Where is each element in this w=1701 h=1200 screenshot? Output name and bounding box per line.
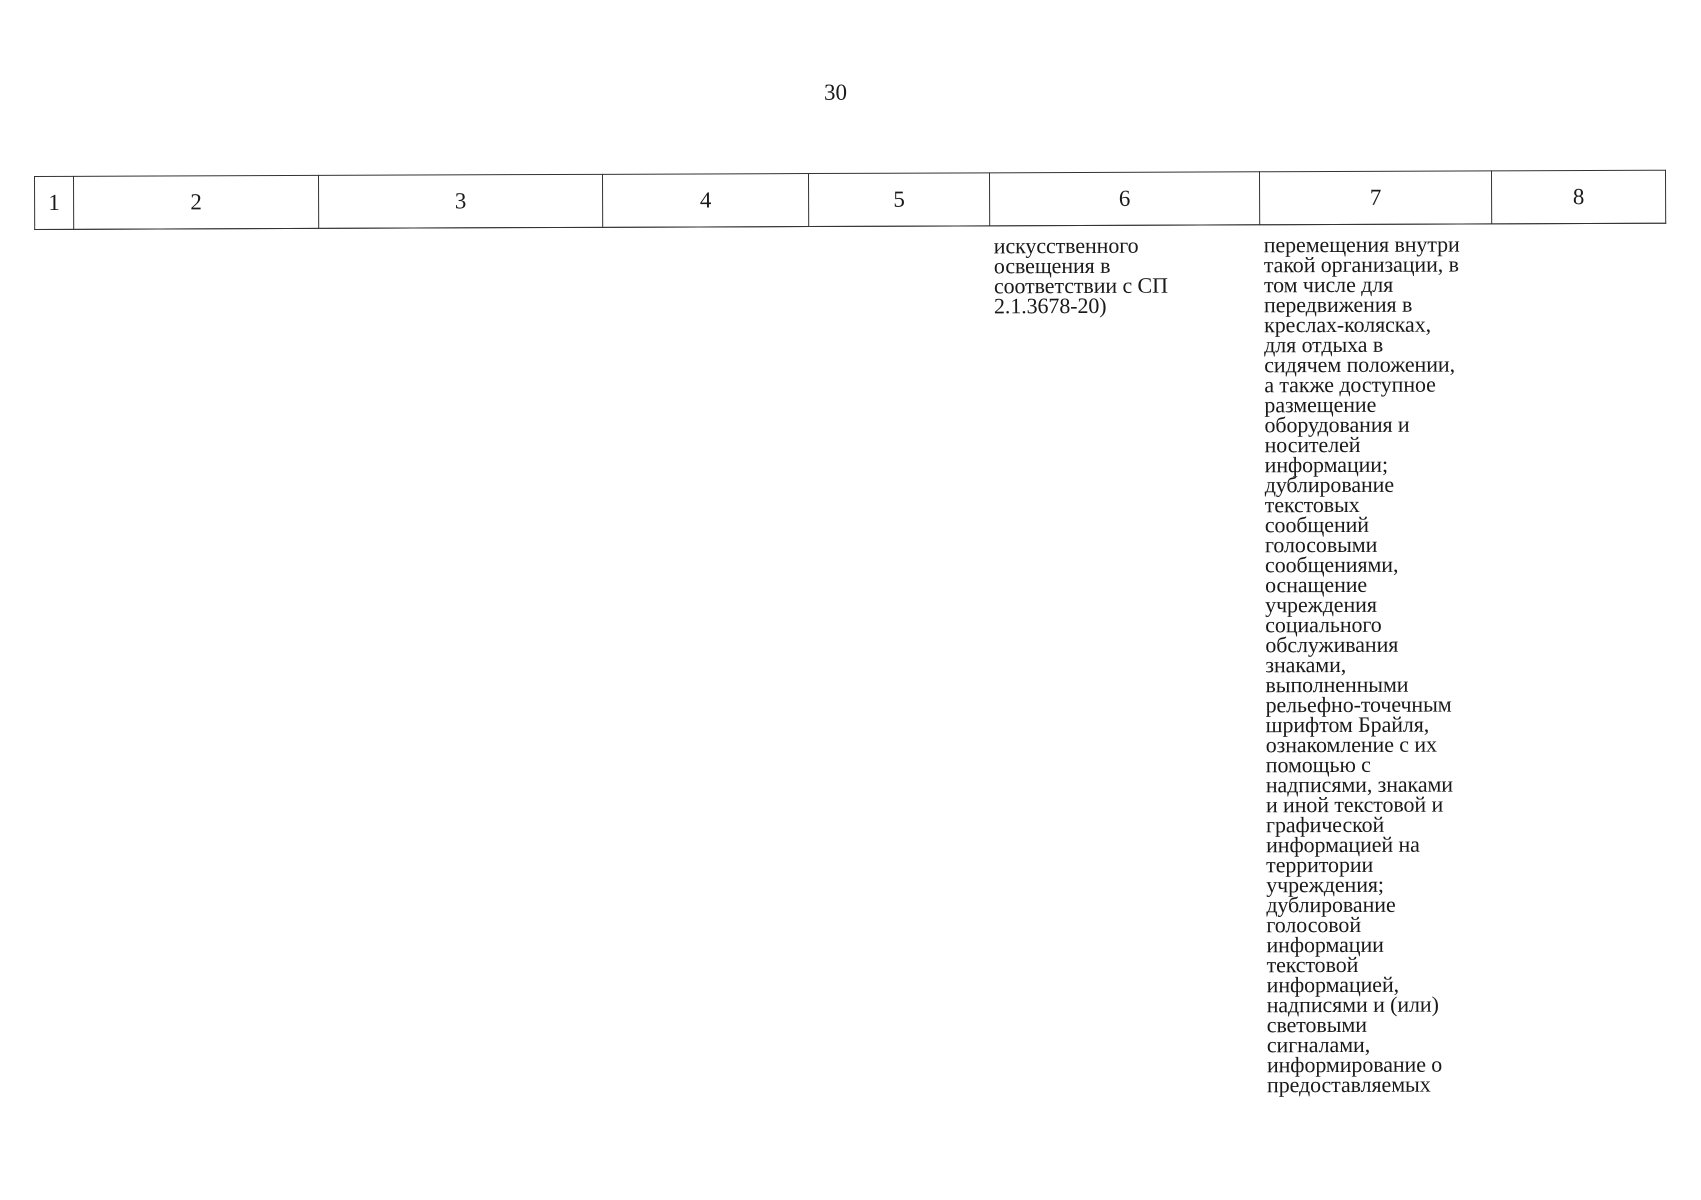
cell-text-col-6: искусственного освещения в соответствии с СП 2.1.3678-20) (993, 232, 1168, 319)
cell-col-7 (1260, 224, 1495, 1098)
table-container (34, 170, 1669, 1100)
cell-col-8 (1492, 223, 1669, 1094)
page-number: 30 (824, 80, 847, 105)
table-header-row (35, 170, 1666, 229)
column-header-5: 5 (808, 173, 989, 227)
cell-col-3 (319, 227, 606, 1099)
column-header-3: 3 (318, 174, 602, 228)
data-table (34, 170, 1670, 1100)
column-header-2: 2 (74, 175, 319, 229)
cell-col-4 (603, 227, 812, 1098)
column-header-6: 6 (989, 172, 1259, 226)
cell-col-2 (74, 228, 322, 1099)
cell-col-6 (990, 225, 1263, 1097)
column-header-8: 8 (1491, 170, 1665, 224)
column-header-7: 7 (1259, 171, 1491, 225)
cell-text-col-7: перемещения внутри такой организации, в том числе для передвижения в креслах-колясках, для отдыха в сидячем положении, а также доступное размещение оборудования и носителей информации; дублирование текстовых сообщений голосовыми сообщениями, оснащение учреждения социального обслуживания знаками, выполненными рельефно-точечным шрифтом Брайля, ознакомление с их помощью с надписями, знаками и иной текстовой и графической информацией на территории учреждения; дублирование голосовой информации текстовой информацией, надписями и (или) световыми сигналами, информирование о предоставляемых (1263, 231, 1460, 1098)
cell-col-1 (35, 229, 77, 1100)
column-header-1: 1 (35, 176, 74, 229)
table-row (35, 223, 1669, 1100)
column-header-4: 4 (602, 174, 808, 228)
cell-col-5 (809, 226, 993, 1097)
